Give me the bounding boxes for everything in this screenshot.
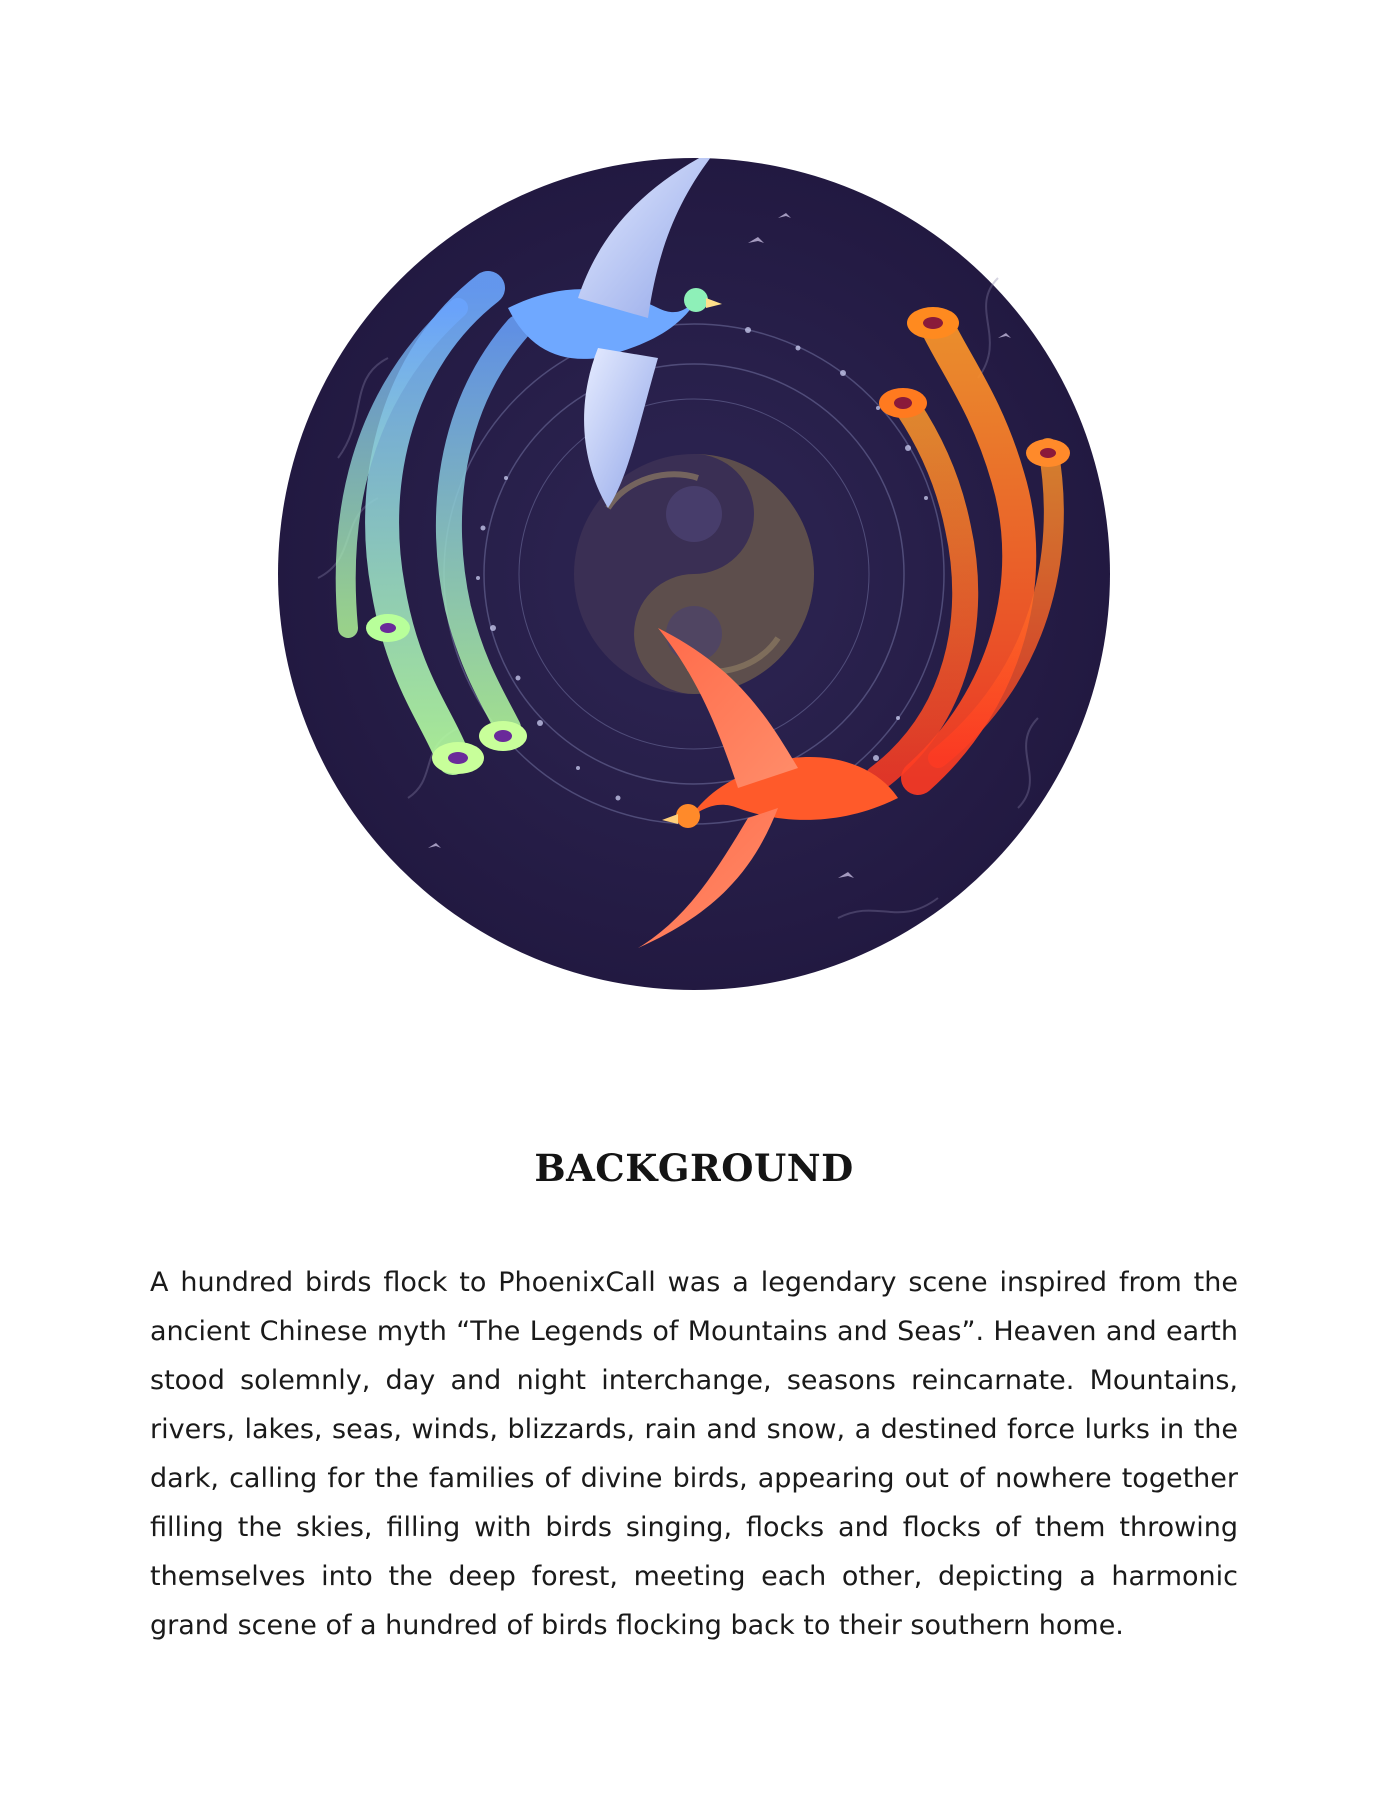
section-heading: BACKGROUND: [534, 1146, 854, 1190]
phoenix-illustration: [278, 158, 1110, 990]
phoenix-circle-artwork: [278, 158, 1110, 990]
section-paragraph: A hundred birds flock to PhoenixCall was a legendary scene inspired from the ancient Chinese myth “The Legends of Mountains and Seas”. Heaven and earth stood solemnly, day and night interchange, seasons reincarnate. Mountains, rivers, lakes, seas, winds, blizzards, rain and snow, a destined force lurks in the dark, calling for the families of divine birds, appearing out of nowhere together filling the skies, filling with birds singing, flocks and flocks of them throwing themselves into the deep forest, meeting each other, depicting a harmonic grand scene of a hundred of birds flocking back to their southern home.: [150, 1267, 1238, 1641]
